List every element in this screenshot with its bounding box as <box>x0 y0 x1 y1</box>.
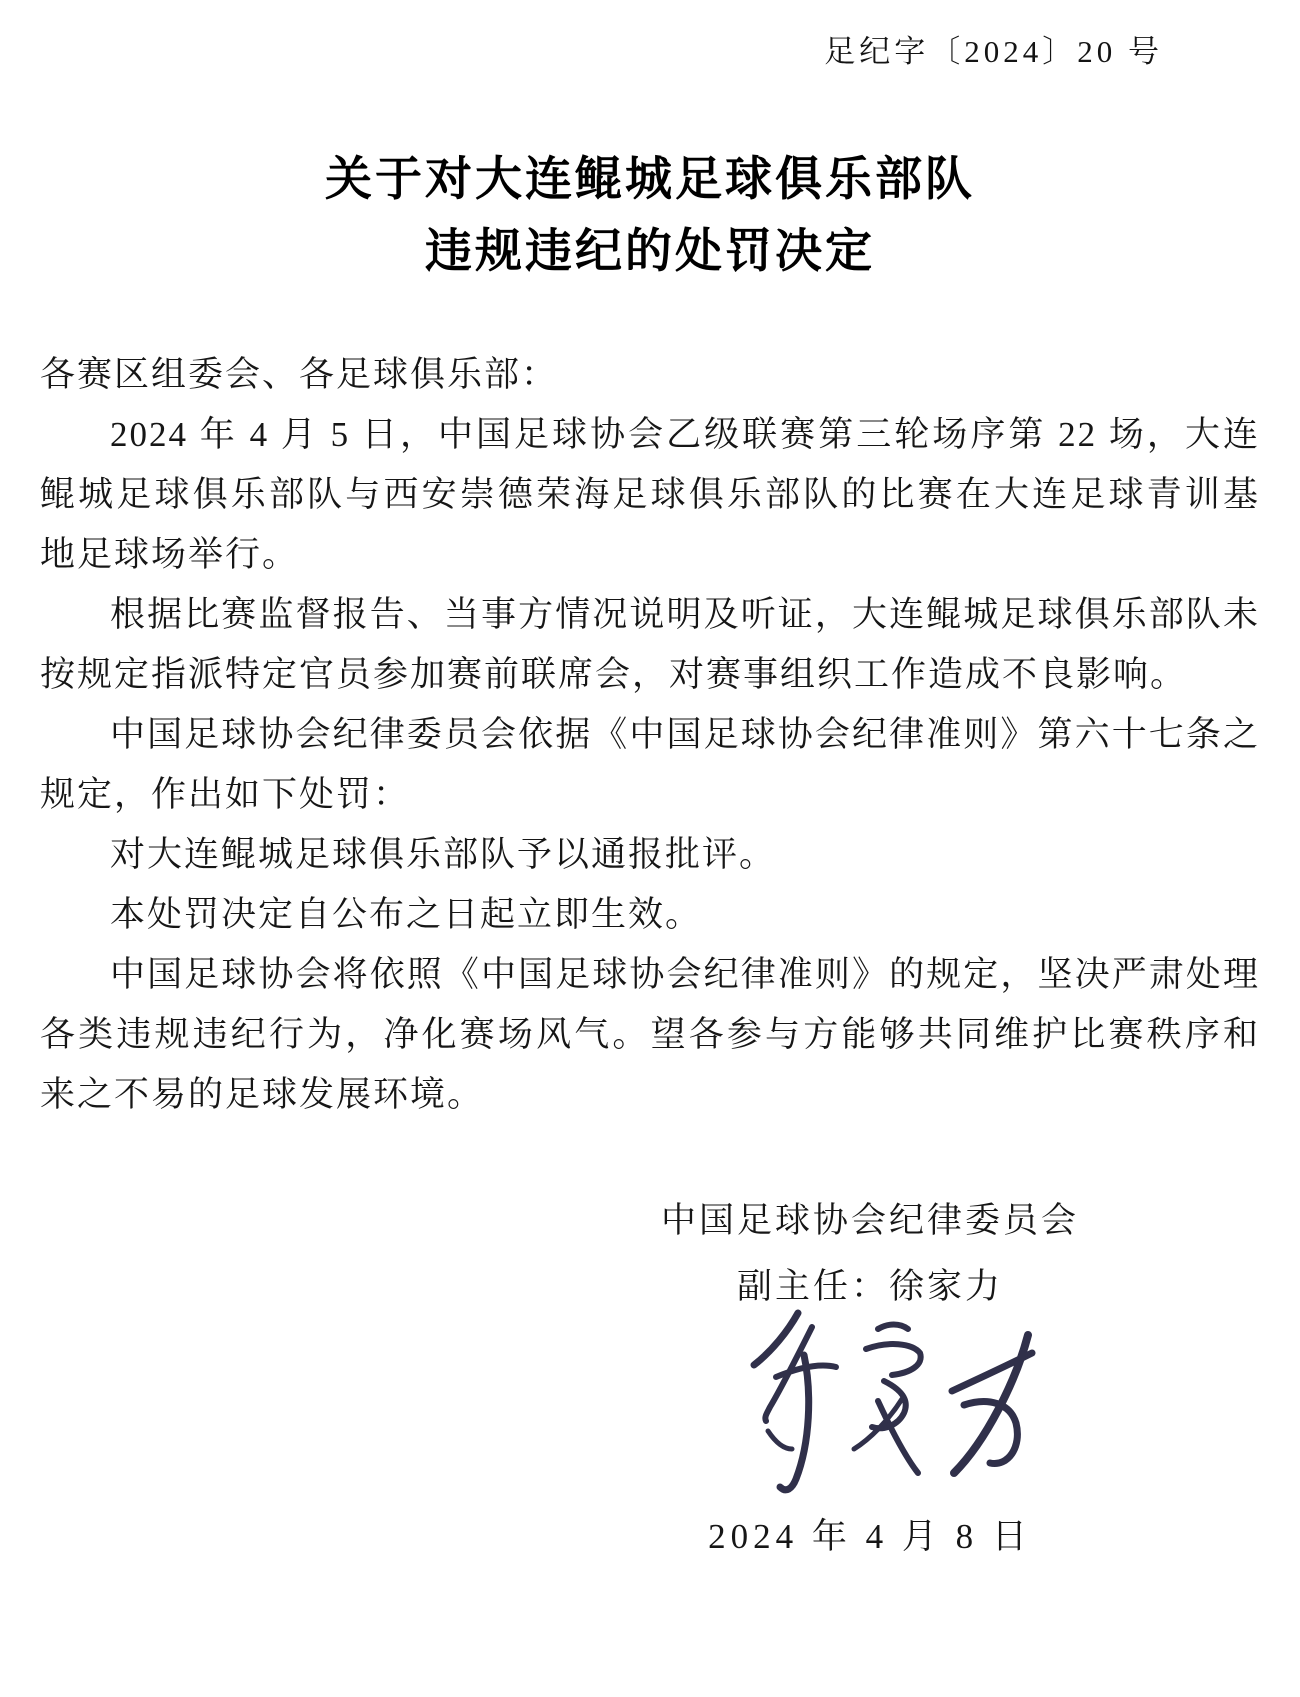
signature-image <box>720 1303 1060 1513</box>
salutation: 各赛区组委会、各足球俱乐部： <box>40 355 559 394</box>
handwritten-signature <box>650 1303 1130 1513</box>
paragraph: 本处罚决定自公布之日起立即生效。 <box>110 895 703 934</box>
paragraph: 中国足球协会将依照《中国足球协会纪律准则》的规定，坚决严肃处理各类违规违纪行为，净化赛场风气。望各参与方能够共同维护比赛秩序和来之不易的足球发展环境。 <box>40 955 1260 1114</box>
document-title <box>0 143 1300 287</box>
document-number: 足纪字〔2024〕20 号 <box>824 34 1163 69</box>
document-title-line2: 违规违纪的处罚决定 <box>425 224 875 277</box>
paragraph: 根据比赛监督报告、当事方情况说明及听证，大连鲲城足球俱乐部队未按规定指派特定官员参加赛前联席会，对赛事组织工作造成不良影响。 <box>40 595 1260 694</box>
signer-title-and-name: 副主任：徐家力 <box>736 1267 1003 1306</box>
document-date: 2024 年 4 月 8 日 <box>708 1517 1032 1556</box>
document-title-line1: 关于对大连鲲城足球俱乐部队 <box>325 152 975 205</box>
paragraph: 2024 年 4 月 5 日，中国足球协会乙级联赛第三轮场序第 22 场，大连鲲城足球俱乐部队与西安崇德荣海足球俱乐部队的比赛在大连足球青训基地足球场举行。 <box>40 415 1260 574</box>
signing-organization: 中国足球协会纪律委员会 <box>660 1201 1079 1240</box>
signature-block <box>610 1191 1130 1567</box>
paragraph: 中国足球协会纪律委员会依据《中国足球协会纪律准则》第六十七条之规定，作出如下处罚： <box>40 715 1260 814</box>
paragraph: 对大连鲲城足球俱乐部队予以通报批评。 <box>110 835 777 874</box>
document-body <box>0 345 1300 1125</box>
